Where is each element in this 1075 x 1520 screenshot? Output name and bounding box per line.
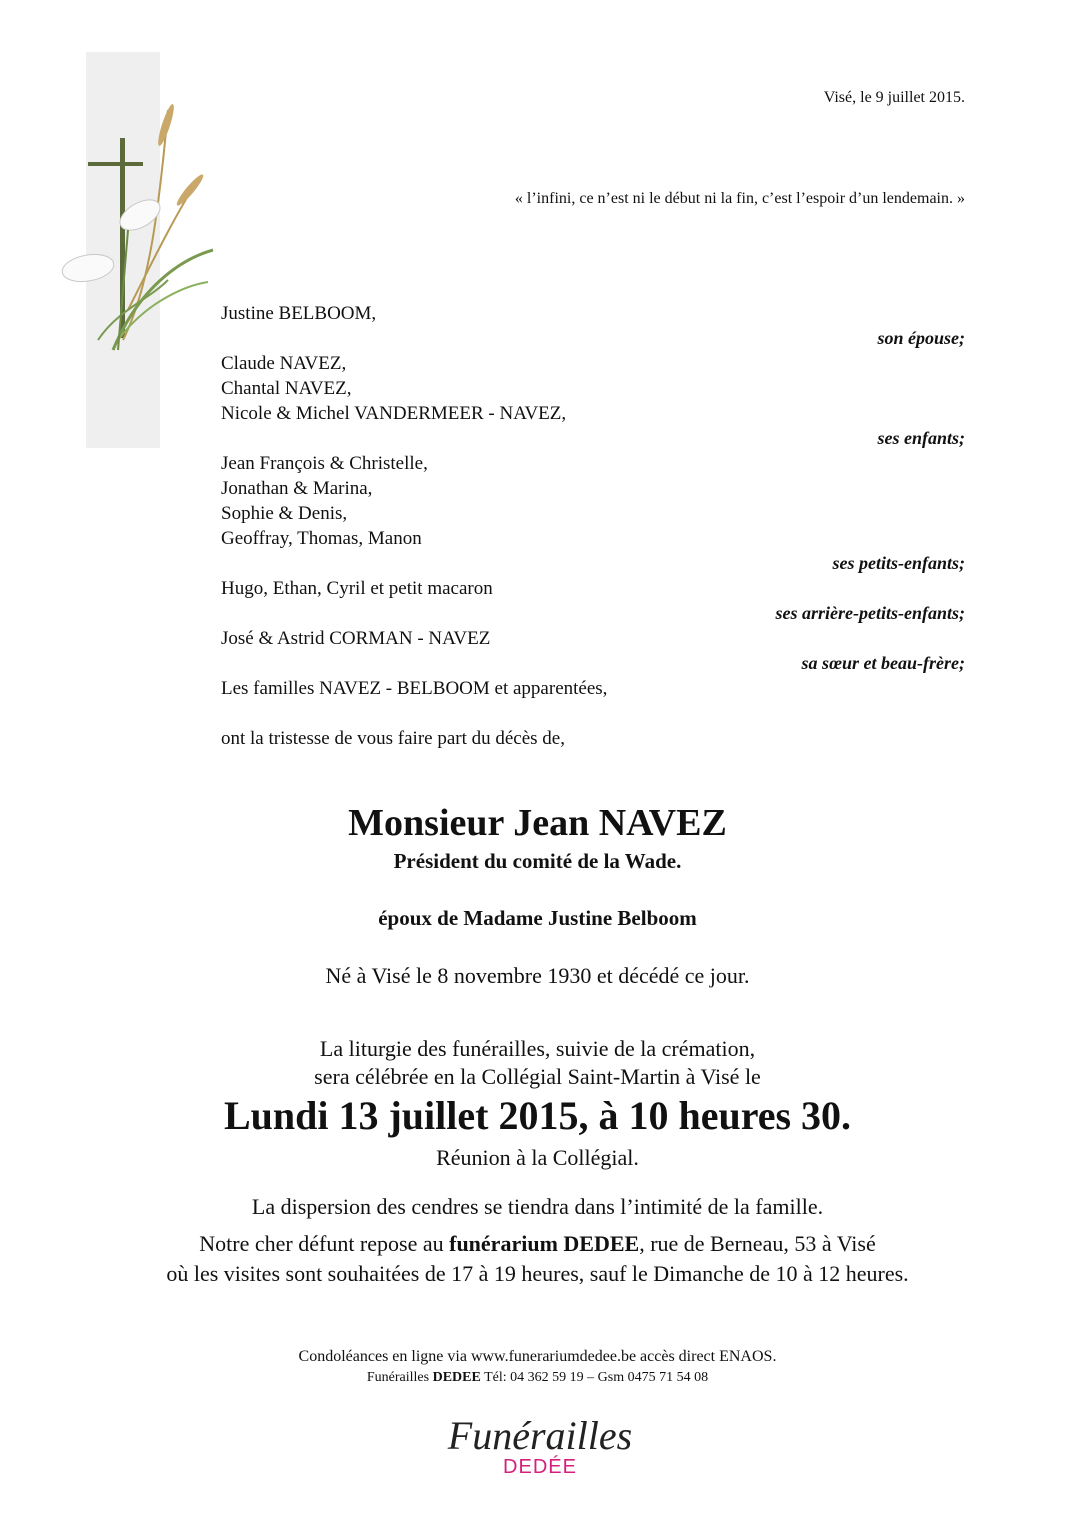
sister-name: José & Astrid CORMAN - NAVEZ (221, 628, 491, 649)
sister-role: sa sœur et beau-frère; (801, 653, 965, 673)
child-name: Claude NAVEZ, (221, 353, 347, 374)
cross-lily-decoration (58, 50, 218, 450)
great-grandchildren-names: Hugo, Ethan, Cyril et petit macaron (221, 578, 493, 599)
families-line: Les familles NAVEZ - BELBOOM et apparentées, (221, 678, 608, 699)
logo-sub-text: DEDÉE (503, 1456, 577, 1478)
grandchild-name: Jean François & Christelle, (221, 453, 428, 474)
child-name: Nicole & Michel VANDERMEER - NAVEZ, (221, 403, 567, 424)
repose-pre: Notre cher défunt repose au (199, 1231, 450, 1256)
visits-line: où les visites sont souhaitées de 17 à 19 heures, sauf le Dimanche de 10 à 12 heures. (166, 1261, 909, 1286)
dispersion-line: La dispersion des cendres se tiendra dans l’intimité de la famille. (251, 1194, 824, 1219)
great-grandchildren-role: ses arrière-petits-enfants; (775, 603, 965, 623)
meeting-line: Réunion à la Collégial. (436, 1145, 639, 1170)
liturgy-line-2: sera célébrée en la Collégial Saint-Martin à Visé le (314, 1064, 761, 1089)
condolences-line: Condoléances en ligne via www.funerariumdedee.be accès direct ENAOS. (298, 1348, 777, 1365)
grandchildren-role: ses petits-enfants; (832, 553, 965, 573)
quote: « l’infini, ce n’est ni le début ni la fin, c’est l’espoir d’un lendemain. » (514, 190, 965, 207)
funerarium-name: funérarium DEDEE (449, 1231, 640, 1256)
spouse-role: son épouse; (877, 328, 965, 348)
spouse-of-line: époux de Madame Justine Belboom (378, 906, 697, 930)
children-role: ses enfants; (877, 428, 965, 448)
repose-line (0, 1231, 1075, 1257)
contact-post: Tél: 04 362 59 19 – Gsm 0475 71 54 08 (480, 1370, 709, 1385)
deceased-name: Monsieur Jean NAVEZ (348, 802, 727, 844)
contact-line (0, 1370, 1075, 1386)
contact-bold: DEDEE (432, 1370, 481, 1385)
repose-post: , rue de Berneau, 53 à Visé (639, 1231, 876, 1256)
deceased-title: Président du comité de la Wade. (393, 849, 682, 873)
grandchild-name: Sophie & Denis, (221, 503, 348, 524)
contact-pre: Funérailles (366, 1370, 433, 1385)
ceremony-datetime: Lundi 13 juillet 2015, à 10 heures 30. (223, 1093, 852, 1138)
grandchild-name: Jonathan & Marina, (221, 478, 373, 499)
logo-script-text: Funérailles (447, 1413, 633, 1458)
liturgy-line-1: La liturgie des funérailles, suivie de la crémation, (319, 1036, 756, 1061)
date-line: Visé, le 9 juillet 2015. (823, 89, 965, 106)
grandchild-name: Geoffray, Thomas, Manon (221, 528, 422, 549)
announcement-line: ont la tristesse de vous faire part du décès de, (221, 728, 565, 749)
spouse-name: Justine BELBOOM, (221, 303, 377, 324)
funerailles-dedee-logo (420, 1412, 660, 1492)
child-name: Chantal NAVEZ, (221, 378, 352, 399)
family-block (221, 301, 965, 751)
birth-death-line: Né à Visé le 8 novembre 1930 et décédé ce jour. (325, 963, 750, 988)
